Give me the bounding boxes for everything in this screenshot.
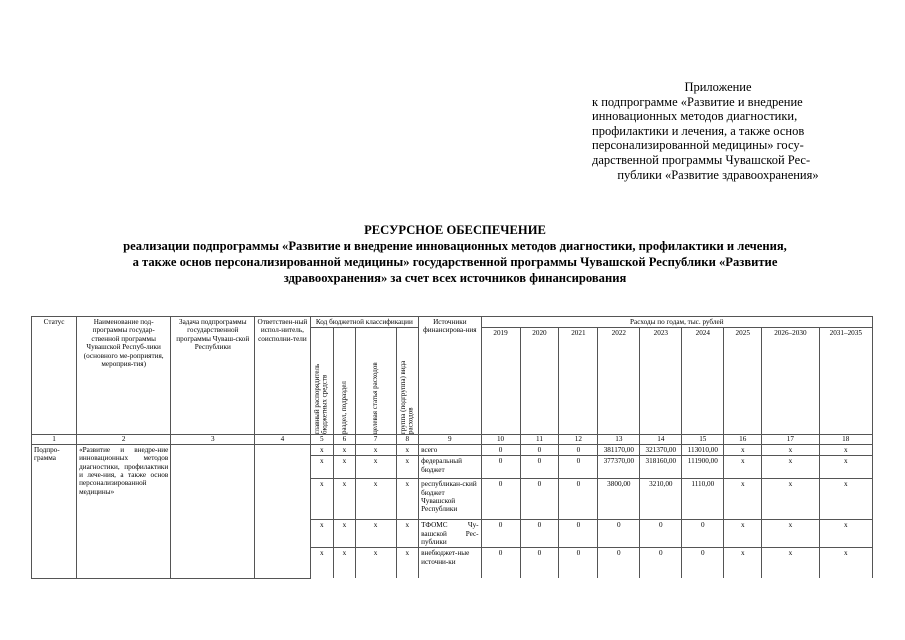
value-cell: 0 [520, 444, 559, 455]
value-cell: x [819, 479, 872, 520]
value-cell: 3210,00 [640, 479, 682, 520]
value-cell: x [724, 548, 762, 579]
code-cell: x [355, 520, 396, 548]
subprogram-name-cell: «Развитие и внедре-ние инновационных методов диагностики, профилактики и лече-ния, а также основ персонализированной медицины» [77, 444, 171, 578]
col-number: 17 [762, 435, 819, 444]
value-cell: 0 [559, 548, 598, 579]
col-number: 3 [171, 435, 255, 444]
code-cell: x [396, 548, 419, 579]
code-cell: x [355, 479, 396, 520]
table-header-row [32, 317, 873, 328]
code-cell: x [396, 456, 419, 479]
header-year: 2021 [559, 328, 598, 435]
status-cell: Подпро-грамма [32, 444, 77, 578]
code-cell: x [334, 520, 356, 548]
value-cell: 1110,00 [682, 479, 724, 520]
col-number: 7 [355, 435, 396, 444]
table-row [32, 444, 873, 455]
header-status: Статус [32, 317, 77, 435]
col-number: 2 [77, 435, 171, 444]
header-code-vr: группа (подгруппа) вида расходов [396, 328, 419, 435]
code-cell: x [310, 548, 334, 579]
col-number: 1 [32, 435, 77, 444]
value-cell: 111900,00 [682, 456, 724, 479]
source-cell: всего [419, 444, 481, 455]
appendix-line: инновационных методов диагностики, [592, 109, 798, 124]
header-responsible: Ответствен-ный испол-нитель, соисполни-тели [255, 317, 310, 435]
col-number: 4 [255, 435, 310, 444]
value-cell: x [724, 479, 762, 520]
value-cell: 3800,00 [598, 479, 640, 520]
header-year: 2024 [682, 328, 724, 435]
value-cell: x [762, 548, 819, 579]
value-cell: 0 [481, 444, 520, 455]
code-cell: x [334, 444, 356, 455]
appendix-block [592, 80, 844, 182]
value-cell: 0 [682, 548, 724, 579]
heading-subtitle: реализации подпрограммы «Развитие и внедрение инновационных методов диагностики, профилактики и лечения, [123, 239, 787, 253]
code-cell: x [396, 444, 419, 455]
appendix-title: Приложение [684, 80, 752, 94]
value-cell: 0 [520, 456, 559, 479]
value-cell: 0 [481, 456, 520, 479]
col-number: 15 [682, 435, 724, 444]
value-cell: x [819, 548, 872, 579]
code-cell: x [310, 520, 334, 548]
value-cell: 0 [559, 520, 598, 548]
header-year: 2026–2030 [762, 328, 819, 435]
value-cell: x [762, 444, 819, 455]
header-name: Наименование под-программы государ-ственной программы Чувашской Респуб-лики (основного ме-роприятия, мероприя-тия) [77, 317, 171, 435]
header-year: 2031–2035 [819, 328, 872, 435]
value-cell: x [819, 520, 872, 548]
value-cell: 0 [559, 456, 598, 479]
value-cell: x [762, 520, 819, 548]
code-cell: x [396, 520, 419, 548]
value-cell: 377370,00 [598, 456, 640, 479]
header-year: 2025 [724, 328, 762, 435]
col-number: 11 [520, 435, 559, 444]
code-cell: x [355, 444, 396, 455]
appendix-line: профилактики и лечения, а также основ [592, 123, 805, 138]
code-cell: x [310, 479, 334, 520]
header-code-gr: главный распорядитель бюджетных средств [310, 328, 334, 435]
code-cell: x [396, 479, 419, 520]
header-budget-code: Код бюджетной классификации [310, 317, 419, 328]
col-number: 6 [334, 435, 356, 444]
code-cell: x [310, 456, 334, 479]
value-cell: 0 [481, 479, 520, 520]
col-number: 9 [419, 435, 481, 444]
value-cell: 0 [559, 444, 598, 455]
col-number: 18 [819, 435, 872, 444]
value-cell: x [819, 456, 872, 479]
document-heading [60, 222, 850, 286]
appendix-line: дарственной программы Чувашской Рес- [592, 152, 811, 167]
value-cell: x [724, 444, 762, 455]
value-cell: x [762, 479, 819, 520]
col-number: 10 [481, 435, 520, 444]
header-source: Источники финансирова-ния [419, 317, 481, 435]
source-cell: республикан-ский бюджет Чувашской Республики [419, 479, 481, 520]
code-cell: x [310, 444, 334, 455]
code-cell: x [334, 456, 356, 479]
heading-title: РЕСУРСНОЕ ОБЕСПЕЧЕНИЕ [364, 223, 546, 237]
value-cell: 0 [598, 548, 640, 579]
appendix-line: персонализированной медицины» госу- [592, 138, 804, 153]
value-cell: 381170,00 [598, 444, 640, 455]
responsible-cell [255, 444, 310, 578]
value-cell: x [762, 456, 819, 479]
heading-subtitle: а также основ персонализированной медицины» государственной программы Чувашской Республики «Развитие [132, 255, 778, 269]
code-cell: x [355, 548, 396, 579]
appendix-line: к подпрограмме «Развитие и внедрение [592, 94, 803, 109]
column-number-row [32, 435, 873, 444]
value-cell: 0 [559, 479, 598, 520]
header-year: 2019 [481, 328, 520, 435]
header-code-cs: целевая статья расходов [355, 328, 396, 435]
task-cell [171, 444, 255, 578]
col-number: 5 [310, 435, 334, 444]
code-cell: x [355, 456, 396, 479]
code-cell: x [334, 548, 356, 579]
source-cell: федеральный бюджет [419, 456, 481, 479]
header-year: 2023 [640, 328, 682, 435]
col-number: 14 [640, 435, 682, 444]
resource-table [31, 316, 873, 579]
value-cell: 321370,00 [640, 444, 682, 455]
header-expenses: Расходы по годам, тыс. рублей [481, 317, 872, 328]
source-cell: ТФОМС Чу-вашской Рес-публики [419, 520, 481, 548]
value-cell: 0 [520, 548, 559, 579]
value-cell: 0 [481, 548, 520, 579]
value-cell: x [724, 520, 762, 548]
col-number: 12 [559, 435, 598, 444]
value-cell: x [724, 456, 762, 479]
appendix-line: публики «Развитие здравоохранения» [617, 167, 819, 182]
value-cell: 0 [598, 520, 640, 548]
value-cell: x [819, 444, 872, 455]
value-cell: 0 [640, 520, 682, 548]
header-year: 2020 [520, 328, 559, 435]
value-cell: 318160,00 [640, 456, 682, 479]
header-code-rz: раздел, подраздел [334, 328, 356, 435]
source-cell: внебюджет-ные источни-ки [419, 548, 481, 579]
value-cell: 0 [520, 520, 559, 548]
col-number: 13 [598, 435, 640, 444]
value-cell: 0 [481, 520, 520, 548]
col-number: 16 [724, 435, 762, 444]
code-cell: x [334, 479, 356, 520]
heading-subtitle: здравоохранения» за счет всех источников финансирования [283, 271, 627, 285]
value-cell: 113010,00 [682, 444, 724, 455]
header-year: 2022 [598, 328, 640, 435]
value-cell: 0 [520, 479, 559, 520]
col-number: 8 [396, 435, 419, 444]
value-cell: 0 [640, 548, 682, 579]
header-task: Задача подпрограммы государственной программы Чуваш-ской Республики [171, 317, 255, 435]
value-cell: 0 [682, 520, 724, 548]
